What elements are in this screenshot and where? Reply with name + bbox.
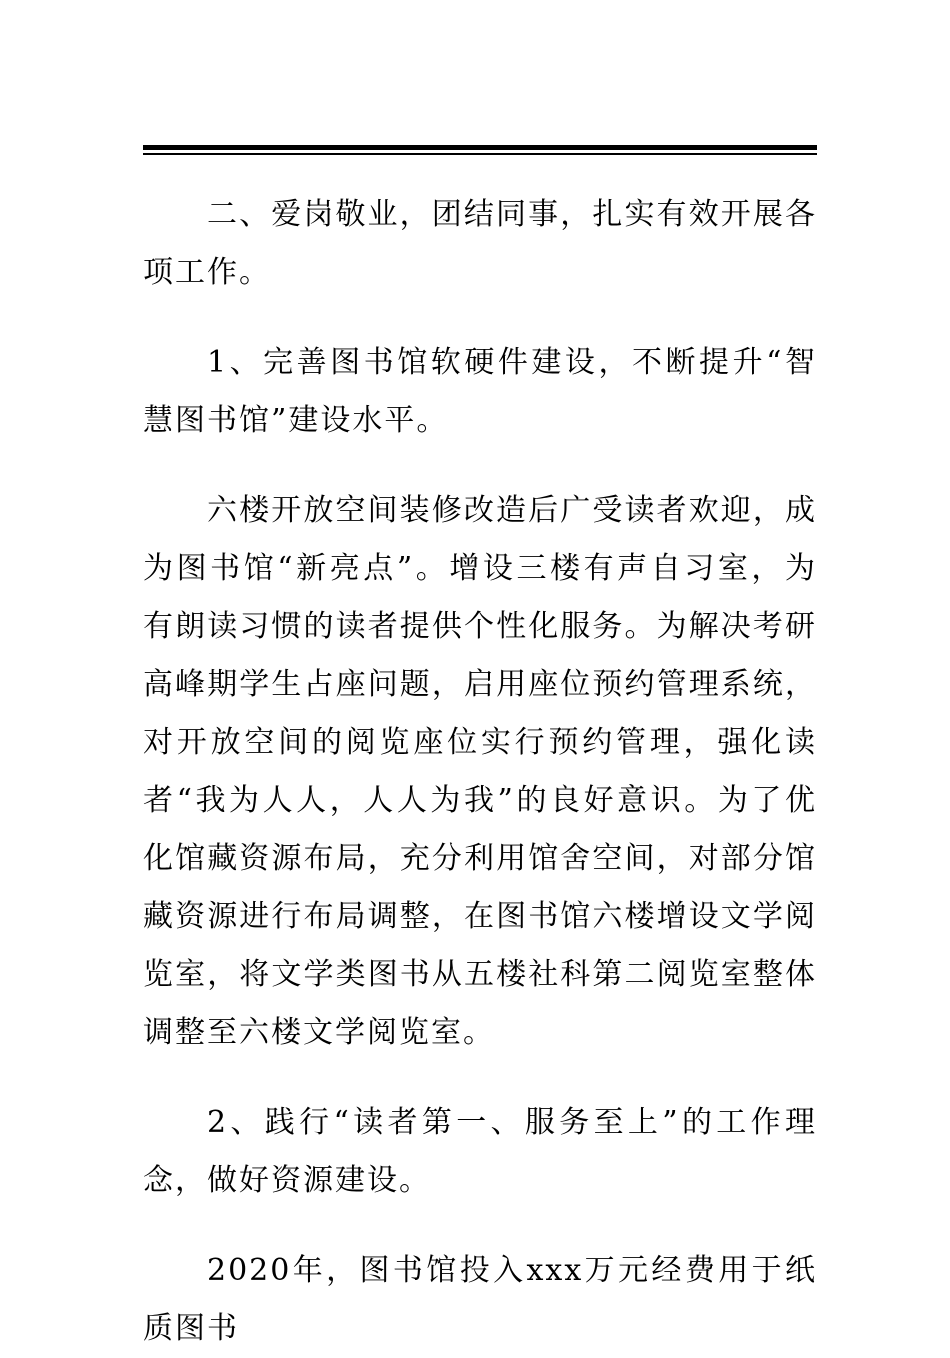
document-body <box>143 186 817 1358</box>
header-rule-thick <box>143 145 817 150</box>
subheading-2: 2、践行“读者第一、服务至上”的工作理念，做好资源建设。 <box>143 1105 817 1198</box>
body-paragraph-1: 六楼开放空间装修改造后广受读者欢迎，成为图书馆“新亮点”。增设三楼有声自习室，为有朗读习惯的读者提供个性化服务。为解决考研高峰期学生占座问题，启用座位预约管理系统，对开放空间的阅览座位实行预约管理，强化读者“我为人人，人人为我”的良好意识。为了优化馆藏资源布局，充分利用馆舍空间，对部分馆藏资源进行布局调整，在图书馆六楼增设文学阅览室，将文学类图书从五楼社科第二阅览室整体调整至六楼文学阅览室。 <box>143 493 817 1050</box>
header-rule-thin <box>143 153 817 155</box>
subheading-1: 1、完善图书馆软硬件建设，不断提升“智慧图书馆”建设水平。 <box>143 345 817 438</box>
section-heading-2: 二、爱岗敬业，团结同事，扎实有效开展各项工作。 <box>143 197 817 290</box>
body-paragraph-2: 2020年，图书馆投入xxx万元经费用于纸质图书 <box>143 1253 817 1346</box>
